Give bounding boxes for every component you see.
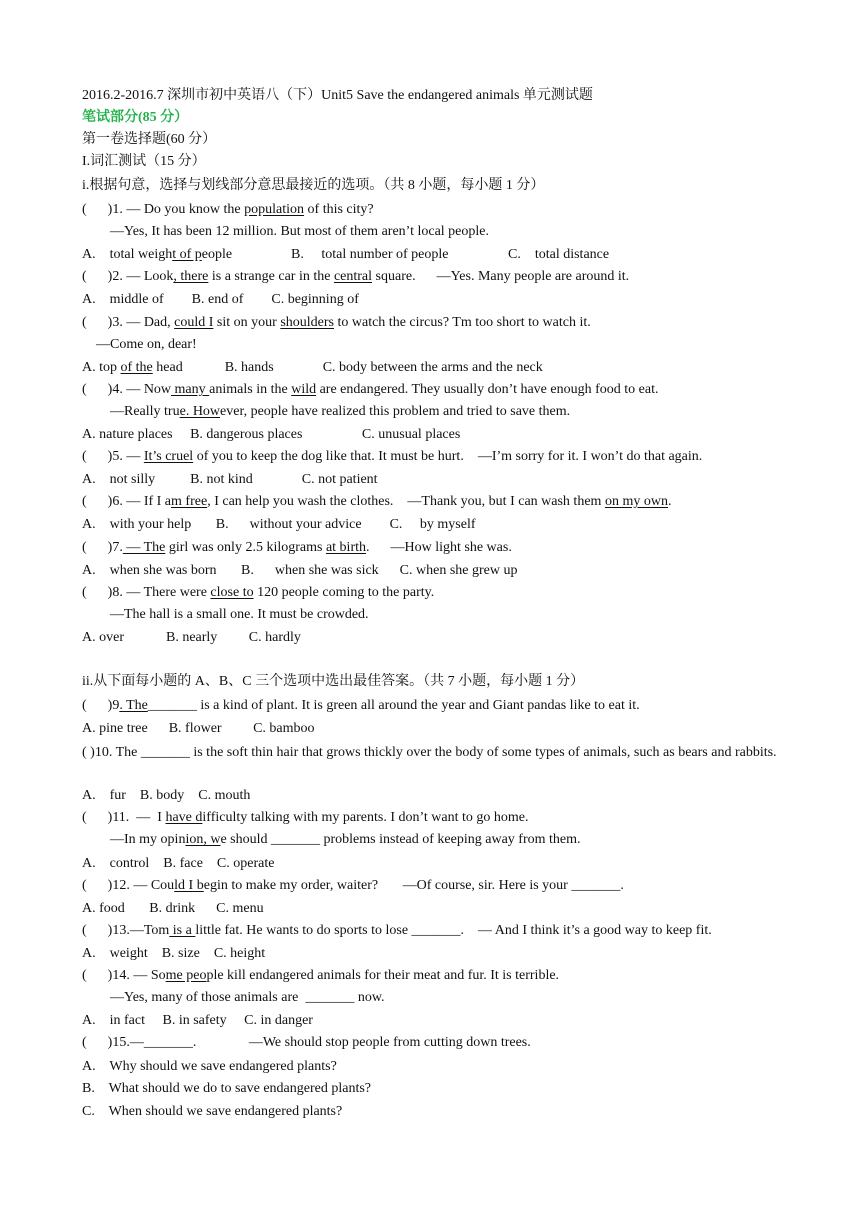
question-15-option-c: C. When should we save endangered plants? xyxy=(82,1104,343,1119)
question-1-reply: —Yes, It has been 12 million. But most of them aren’t local people. xyxy=(110,224,489,239)
question-3: ( )3. — Dad, could I sit on your shoulders to watch the circus? Tm too short to watch it. xyxy=(82,315,591,330)
section-vocabulary-heading: I.词汇测试（15 分） xyxy=(82,154,206,169)
question-9: ( )9. The_______ is a kind of plant. It is green all around the year and Giant pandas like to eat it. xyxy=(82,698,640,713)
question-1: ( )1. — Do you know the population of this city? xyxy=(82,202,374,217)
question-7: ( )7. — The girl was only 2.5 kilograms at birth. —How light she was. xyxy=(82,540,512,555)
question-3-options: A. top of the head B. hands C. body between the arms and the neck xyxy=(82,360,543,375)
question-5-options: A. not silly B. not kind C. not patient xyxy=(82,472,378,487)
question-6-options: A. with your help B. without your advice C. by myself xyxy=(82,517,476,532)
question-1-option-b: B. total number of people xyxy=(291,247,449,262)
question-8: ( )8. — There were close to 120 people coming to the party. xyxy=(82,585,435,600)
question-15-option-a: A. Why should we save endangered plants? xyxy=(82,1059,337,1074)
question-8-options: A. over B. nearly C. hardly xyxy=(82,630,301,645)
question-15-option-b: B. What should we do to save endangered plants? xyxy=(82,1081,372,1096)
question-11: ( )11. — I have difficulty talking with my parents. I don’t want to go home. xyxy=(82,810,529,825)
question-4: ( )4. — Now many animals in the wild are endangered. They usually don’t have enough food to eat. xyxy=(82,382,659,397)
question-2: ( )2. — Look, there is a strange car in the central square. —Yes. Many people are around it. xyxy=(82,269,630,284)
question-14-options: A. in fact B. in safety C. in danger xyxy=(82,1013,313,1028)
question-13-options: A. weight B. size C. height xyxy=(82,946,266,961)
question-8-reply: —The hall is a small one. It must be crowded. xyxy=(110,607,369,622)
question-11-options: A. control B. face C. operate xyxy=(82,856,275,871)
question-15: ( )15.—_______. —We should stop people from cutting down trees. xyxy=(82,1035,531,1050)
part-one-heading: 第一卷选择题(60 分） xyxy=(82,132,217,147)
question-13: ( )13.—Tom is a little fat. He wants to do sports to lose _______. — And I think it’s a good way to keep fit. xyxy=(82,923,712,938)
subsection-i-instructions: i.根据句意，选择与划线部分意思最接近的选项。（共 8 小题，每小题 1 分） xyxy=(82,178,545,193)
question-1-option-a: A. total weight of people xyxy=(82,247,233,262)
question-14: ( )14. — Some people kill endangered animals for their meat and fur. It is terrible. xyxy=(82,968,560,983)
written-part-heading: 笔试部分(85 分） xyxy=(82,110,189,125)
question-4-options: A. nature places B. dangerous places C. unusual places xyxy=(82,427,461,442)
question-2-options: A. middle of B. end of C. beginning of xyxy=(82,292,359,307)
question-10: ( )10. The _______ is the soft thin hair that grows thickly over the body of some types of animals, such as bears and rabbits. xyxy=(82,745,777,760)
subsection-ii-instructions: ii.从下面每小题的 A、B、C 三个选项中选出最佳答案。（共 7 小题，每小题 1 分） xyxy=(82,674,585,689)
question-4-reply: —Really true. However, people have realized this problem and tried to save them. xyxy=(110,404,571,419)
question-14-reply: —Yes, many of those animals are _______ now. xyxy=(110,990,385,1005)
question-5: ( )5. — It’s cruel of you to keep the dog like that. It must be hurt. —I’m sorry for it. I won’t do that again. xyxy=(82,449,703,464)
question-1-option-c: C. total distance xyxy=(508,247,610,262)
worksheet-title: 2016.2-2016.7 深圳市初中英语八（下）Unit5 Save the endangered animals 单元测试题 xyxy=(82,88,593,103)
question-11-reply: —In my opinion, we should _______ problems instead of keeping away from them. xyxy=(110,832,581,847)
question-10-options: A. fur B. body C. mouth xyxy=(82,788,251,803)
question-12-options: A. food B. drink C. menu xyxy=(82,901,264,916)
question-7-options: A. when she was born B. when she was sick C. when she grew up xyxy=(82,563,518,578)
question-3-reply: —Come on, dear! xyxy=(96,337,197,352)
question-12: ( )12. — Could I begin to make my order, waiter? —Of course, sir. Here is your _______. xyxy=(82,878,624,893)
question-6: ( )6. — If I am free, I can help you wash the clothes. —Thank you, but I can wash them on my own. xyxy=(82,494,672,509)
question-9-options: A. pine tree B. flower C. bamboo xyxy=(82,721,315,736)
